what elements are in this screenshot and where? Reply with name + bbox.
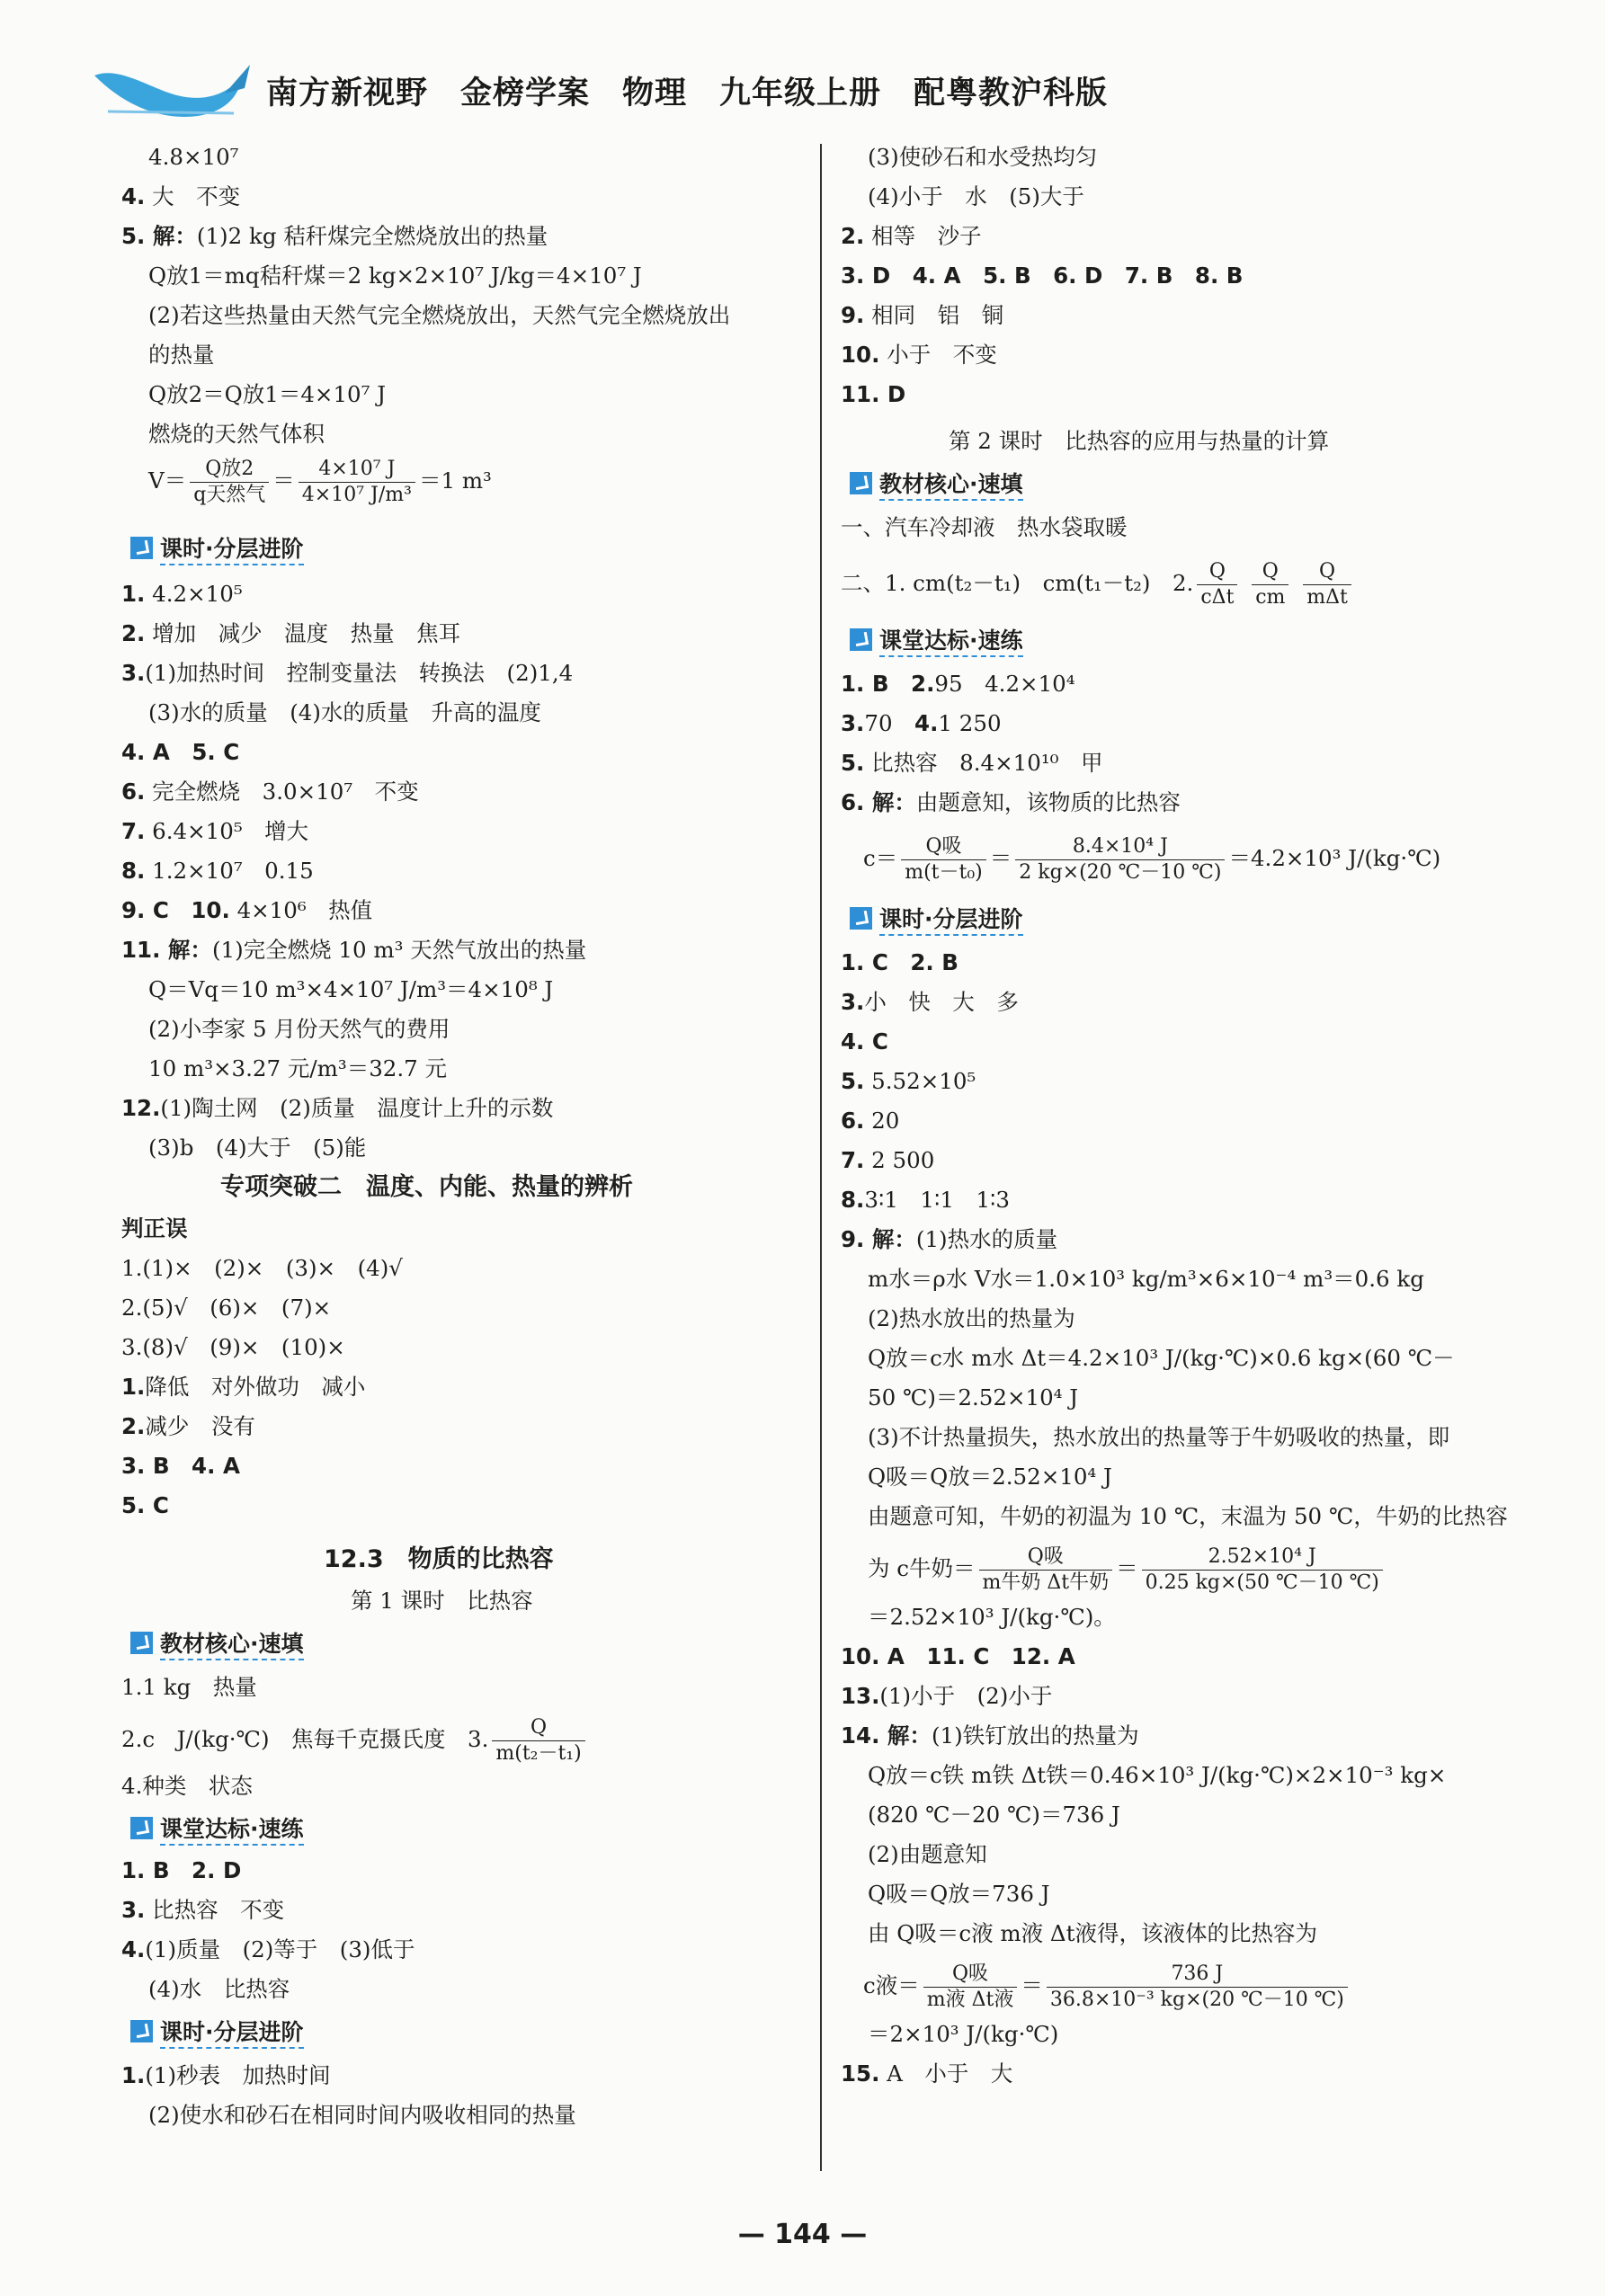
fraction: $\frac{Q}{\text{mΔt}}$ xyxy=(1303,559,1351,610)
answer-line: 8. 1.2×10⁷ 0.15 xyxy=(121,858,314,884)
formula-line: m水＝ρ水 V水＝1.0×10³ kg/m³×6×10⁻⁴ m³＝0.6 kg xyxy=(868,1266,1424,1292)
answer-line: 12.(1)陶土网 (2)质量 温度计上升的示数 xyxy=(121,1095,554,1121)
answer-line: 1.(1)× (2)× (3)× (4)√ xyxy=(121,1255,403,1281)
fraction: $\frac{\text{4×10⁷ J}}{\text{4×10⁷ J/m³}}$ xyxy=(299,457,415,508)
answer-line: 4.(1)质量 (2)等于 (3)低于 xyxy=(121,1936,415,1962)
answer-line: 5. 比热容 8.4×10¹⁰ 甲 xyxy=(841,750,1103,776)
section-heading: 课时·分层进阶 xyxy=(130,534,304,565)
section-arrow-icon xyxy=(130,1817,153,1839)
answer-line: 5. 解：(1)2 kg 秸秆煤完全燃烧放出的热量 xyxy=(121,223,548,249)
fraction: $\frac{\text{Q吸}}{\text{m液 Δt液}}$ xyxy=(923,1962,1018,2013)
answer-line: 3. B 4. A xyxy=(121,1453,240,1479)
answer-line: 3.70 4.1 250 xyxy=(841,710,1002,736)
answer-line: 3. D 4. A 5. B 6. D 7. B 8. B xyxy=(841,263,1244,289)
answer-line: (4)水 比热容 xyxy=(148,1976,290,2002)
answer-line: 10. A 11. C 12. A xyxy=(841,1643,1075,1669)
formula-line: Q吸＝Q放＝2.52×10⁴ J xyxy=(868,1464,1112,1490)
section-arrow-icon xyxy=(130,1632,153,1654)
formula-line: Q放1＝mq秸秆煤＝2 kg×2×10⁷ J/kg＝4×10⁷ J xyxy=(148,263,642,289)
page-header xyxy=(90,52,1529,133)
section-heading: 教材核心·速填 xyxy=(850,469,1023,500)
answer-line: 4. C xyxy=(841,1028,888,1055)
answer-line: 一、汽车冷却液 热水袋取暖 xyxy=(841,514,1128,540)
answer-line: 13.(1)小于 (2)小于 xyxy=(841,1683,1053,1709)
section-heading: 教材核心·速填 xyxy=(130,1629,304,1660)
answer-line: 5. 5.52×10⁵ xyxy=(841,1068,976,1094)
formula-line: (820 ℃－20 ℃)＝736 J xyxy=(868,1802,1120,1828)
answer-line: 2. 相等 沙子 xyxy=(841,223,982,249)
answer-line: 1. 4.2×10⁵ xyxy=(121,581,243,607)
fraction: $\frac{\text{8.4×10⁴ J}}{2 kg\times(20 ℃-10 ℃)}$ xyxy=(1015,834,1225,885)
formula-line: c＝ $\frac{\text{Q吸}}{\text{m(t－t₀)}}$ ＝ $\frac{\text{8.4×10⁴ J}}{2 kg\times(20 ℃-10 ℃)}$ ＝4.2×10³ J/(kg·℃) xyxy=(863,835,1441,884)
answer-line: (3)使砂石和水受热均匀 xyxy=(868,144,1098,170)
answer-line: 5. C xyxy=(121,1492,169,1518)
answer-line: 由题意可知，牛奶的初温为 10 ℃，末温为 50 ℃，牛奶的比热容 xyxy=(868,1503,1508,1529)
formula-line: Q＝Vq＝10 m³×4×10⁷ J/m³＝4×10⁸ J xyxy=(148,976,554,1002)
answer-line: 6. 解：由题意知，该物质的比热容 xyxy=(841,789,1181,815)
answer-line: 1. C 2. B xyxy=(841,949,959,975)
column-divider xyxy=(820,144,822,2171)
answer-line: 6. 20 xyxy=(841,1108,900,1134)
answer-line: 1.1 kg 热量 xyxy=(121,1674,257,1700)
formula-line: V＝ $\frac{\text{Q放2}}{\text{q天然气}}$ ＝ $\frac{\text{4×10⁷ J}}{\text{4×10⁷ J/m³}}$ ＝1 m³ xyxy=(148,458,492,506)
formula-line: Q放＝c铁 m铁 Δt铁＝0.46×10³ J/(kg·℃)×2×10⁻³ kg× xyxy=(868,1762,1447,1788)
answer-line: (3)不计热量损失，热水放出的热量等于牛奶吸收的热量，即 xyxy=(868,1424,1450,1450)
answer-line: 1. B 2.95 4.2×10⁴ xyxy=(841,671,1075,697)
fraction: $\frac{\text{Q放2}}{\text{q天然气}}$ xyxy=(190,457,269,508)
answer-line: (2)若这些热量由天然气完全燃烧放出，天然气完全燃烧放出 xyxy=(148,302,731,328)
formula-line: 50 ℃)＝2.52×10⁴ J xyxy=(868,1384,1079,1411)
answer-line: 4.8×10⁷ xyxy=(148,144,239,170)
answer-line: 8.3∶1 1∶1 1∶3 xyxy=(841,1187,1011,1213)
answer-line: 4. A 5. C xyxy=(121,739,240,765)
fraction: $\frac{\text{Q吸}}{\text{m牛奶 Δt牛奶}}$ xyxy=(979,1544,1113,1596)
answer-line: 2.c J/(kg·℃) 焦每千克摄氏度 3. $\frac{Q}{\text{m(t₂－t₁)}}$ xyxy=(121,1715,589,1766)
section-arrow-icon xyxy=(850,907,872,930)
page-number: — 144 — xyxy=(737,2219,868,2250)
lesson-title: 第 1 课时 比热容 xyxy=(351,1588,533,1614)
fraction: $\frac{\text{2.52×10⁴ J}}{0.25 kg\times(50 ℃-10 ℃)}$ xyxy=(1142,1544,1383,1596)
whale-logo-icon xyxy=(90,58,252,129)
formula-line: ＝2×10³ J/(kg·℃) xyxy=(868,2021,1059,2047)
answer-line: 9. C 10. 4×10⁶ 热值 xyxy=(121,897,373,923)
answer-line: 10. 小于 不变 xyxy=(841,342,997,368)
fraction: $\frac{Q}{\text{cΔt}}$ xyxy=(1197,559,1237,610)
fraction: $\frac{Q}{\text{m(t₂－t₁)}}$ xyxy=(492,1715,584,1766)
lesson-title: 第 2 课时 比热容的应用与热量的计算 xyxy=(949,428,1330,454)
answer-line: 3. 比热容 不变 xyxy=(121,1897,285,1923)
formula-line: Q吸＝Q放＝736 J xyxy=(868,1881,1050,1907)
answer-line: 7. 6.4×10⁵ 增大 xyxy=(121,818,309,844)
answer-line: (2)小李家 5 月份天然气的费用 xyxy=(148,1016,450,1042)
answer-line: 3.小 快 大 多 xyxy=(841,989,1019,1015)
fraction: $\frac{Q}{cm}$ xyxy=(1252,559,1288,610)
formula-line: c液＝ $\frac{\text{Q吸}}{\text{m液 Δt液}}$ ＝ $\frac{736 J}{\text{36.8×10⁻³ kg×(20 ℃－10 ℃)}}$ xyxy=(863,1962,1351,2013)
formula-line: Q放2＝Q放1＝4×10⁷ J xyxy=(148,381,387,407)
answer-line: 15. A 小于 大 xyxy=(841,2060,1013,2087)
answer-line: (3)b (4)大于 (5)能 xyxy=(148,1135,367,1161)
answer-line: (2)热水放出的热量为 xyxy=(868,1305,1075,1331)
answer-line: 2.减少 没有 xyxy=(121,1413,255,1439)
answer-line: 由 Q吸＝c液 m液 Δt液得，该液体的比热容为 xyxy=(868,1920,1317,1946)
answer-line: 11. 解：(1)完全燃烧 10 m³ 天然气放出的热量 xyxy=(121,937,587,963)
answer-line: 4.种类 状态 xyxy=(121,1773,253,1799)
section-arrow-icon xyxy=(850,472,872,494)
chapter-title: 12.3 物质的比热容 xyxy=(324,1545,554,1573)
section-heading: 课时·分层进阶 xyxy=(850,904,1023,935)
section-heading: 课堂达标·速练 xyxy=(130,1814,304,1845)
answer-line: 4. 大 不变 xyxy=(121,183,241,209)
answer-line: 3.(8)√ (9)× (10)× xyxy=(121,1334,345,1360)
header-title: 南方新视野 金榜学案 物理 九年级上册 配粤教沪科版 xyxy=(266,76,1109,111)
formula-line: Q放＝c水 m水 Δt＝4.2×10³ J/(kg·℃)×0.6 kg×(60 ℃－ xyxy=(868,1345,1455,1371)
section-arrow-icon xyxy=(130,2020,153,2042)
answer-line: 11. D xyxy=(841,381,906,407)
answer-line: 3.(1)加热时间 控制变量法 转换法 (2)1,4 xyxy=(121,660,574,686)
formula-line: ＝2.52×10³ J/(kg·℃)。 xyxy=(868,1604,1116,1630)
answer-line: 2. 增加 减少 温度 热量 焦耳 xyxy=(121,620,461,646)
answer-line: 9. 解：(1)热水的质量 xyxy=(841,1226,1058,1252)
answer-line: 1. B 2. D xyxy=(121,1857,242,1883)
section-arrow-icon xyxy=(130,537,153,559)
section-heading: 课时·分层进阶 xyxy=(130,2017,304,2048)
answer-line: (2)由题意知 xyxy=(868,1841,987,1867)
answer-line: 燃烧的天然气体积 xyxy=(148,421,325,447)
answer-line: 2.(5)√ (6)× (7)× xyxy=(121,1295,332,1321)
formula-line: 10 m³×3.27 元/m³＝32.7 元 xyxy=(148,1055,448,1081)
answer-line: 9. 相同 铝 铜 xyxy=(841,302,1004,328)
answer-line: 14. 解：(1)铁钉放出的热量为 xyxy=(841,1722,1139,1749)
answer-line: (4)小于 水 (5)大于 xyxy=(868,183,1084,209)
formula-line: 为 c牛奶＝ $\frac{\text{Q吸}}{\text{m牛奶 Δt牛奶}}$ ＝ $\frac{\text{2.52×10⁴ J}}{0.25 kg\times(50 ℃-10 ℃)}$ xyxy=(868,1544,1387,1596)
answer-line: 1.(1)秒表 加热时间 xyxy=(121,2062,331,2088)
section-heading: 课堂达标·速练 xyxy=(850,626,1023,656)
answer-line: (2)使水和砂石在相同时间内吸收相同的热量 xyxy=(148,2102,576,2128)
answer-line: 7. 2 500 xyxy=(841,1147,935,1173)
answer-line: 的热量 xyxy=(148,342,215,368)
answer-line: 二、1. cm(t₂－t₁) cm(t₁－t₂) 2. $\frac{Q}{\text{cΔt}}$ $\frac{Q}{cm}$ $\frac{Q}{\text{mΔt}}$ xyxy=(841,559,1355,610)
fraction: $\frac{736 J}{\text{36.8×10⁻³ kg×(20 ℃－10 ℃)}}$ xyxy=(1047,1962,1348,2013)
answer-line: 6. 完全燃烧 3.0×10⁷ 不变 xyxy=(121,779,419,805)
answer-line: 1.降低 对外做功 减小 xyxy=(121,1374,366,1400)
section-title: 专项突破二 温度、内能、热量的辨析 xyxy=(220,1173,633,1201)
section-arrow-icon xyxy=(850,628,872,651)
answer-line: (3)水的质量 (4)水的质量 升高的温度 xyxy=(148,699,541,725)
fraction: $\frac{\text{Q吸}}{\text{m(t－t₀)}}$ xyxy=(901,834,986,885)
subsection-title: 判正误 xyxy=(121,1215,188,1241)
